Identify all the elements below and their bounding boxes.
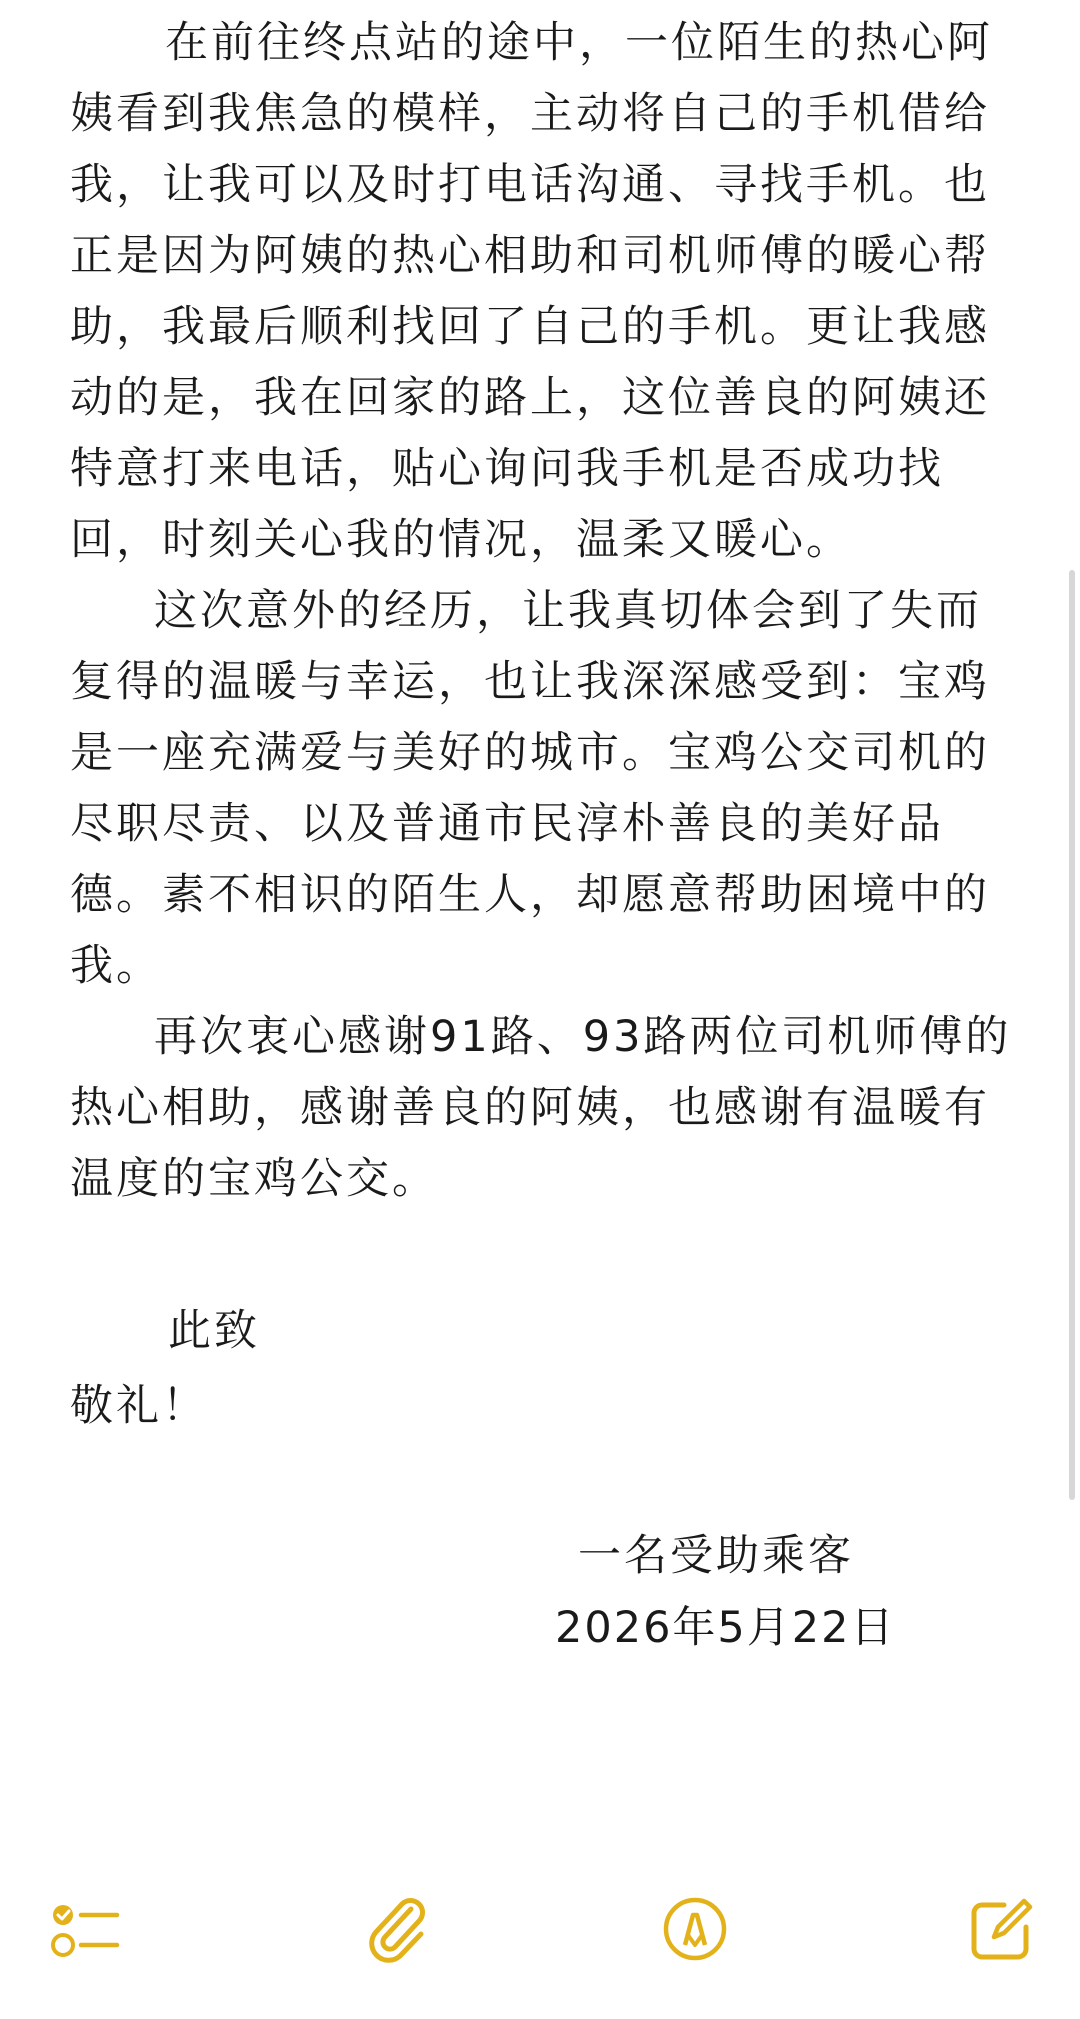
note-paragraph-3: 再次衷心感谢91路、93路两位司机师傅的热心相助，感谢善良的阿姨，也感谢有温暖有温度的宝鸡公交。 <box>70 1012 1012 1204</box>
closing-salutation: 此致 <box>168 1306 260 1356</box>
closing-regards: 敬礼！ <box>70 1381 208 1431</box>
signature: 一名受助乘客 <box>578 1531 854 1581</box>
markup-button[interactable] <box>655 1889 735 1969</box>
compose-icon <box>964 1893 1036 1965</box>
markup-pen-icon <box>659 1893 731 1965</box>
checklist-button[interactable] <box>45 1889 125 1969</box>
note-paragraph-2: 这次意外的经历，让我真切体会到了失而复得的温暖与幸运，也让我深深感受到：宝鸡是一座充满爱与美好的城市。宝鸡公交司机的尽职尽责、以及普通市民淳朴善良的美好品德。素不相识的陌生人，却愿意帮助困境中的我。 <box>70 586 990 991</box>
bottom-toolbar <box>0 1859 1080 2019</box>
note-paragraph-1: 在前往终点站的途中，一位陌生的热心阿姨看到我焦急的模样，主动将自己的手机借给我，让我可以及时打电话沟通、寻找手机。也正是因为阿姨的热心相助和司机师傅的暖心帮助，我最后顺利找回了自己的手机。更让我感动的是，我在回家的路上，这位善良的阿姨还特意打来电话，贴心询问我手机是否成功找回，时刻关心我的情况，温柔又暖心。 <box>70 18 993 565</box>
letter-date: 2026年5月22日 <box>555 1603 896 1653</box>
compose-button[interactable] <box>960 1889 1040 1969</box>
note-body[interactable] <box>70 8 1020 1868</box>
checklist-icon <box>49 1893 121 1965</box>
paperclip-icon <box>359 1893 431 1965</box>
attachment-button[interactable] <box>355 1889 435 1969</box>
scrollbar[interactable] <box>1069 570 1075 1500</box>
